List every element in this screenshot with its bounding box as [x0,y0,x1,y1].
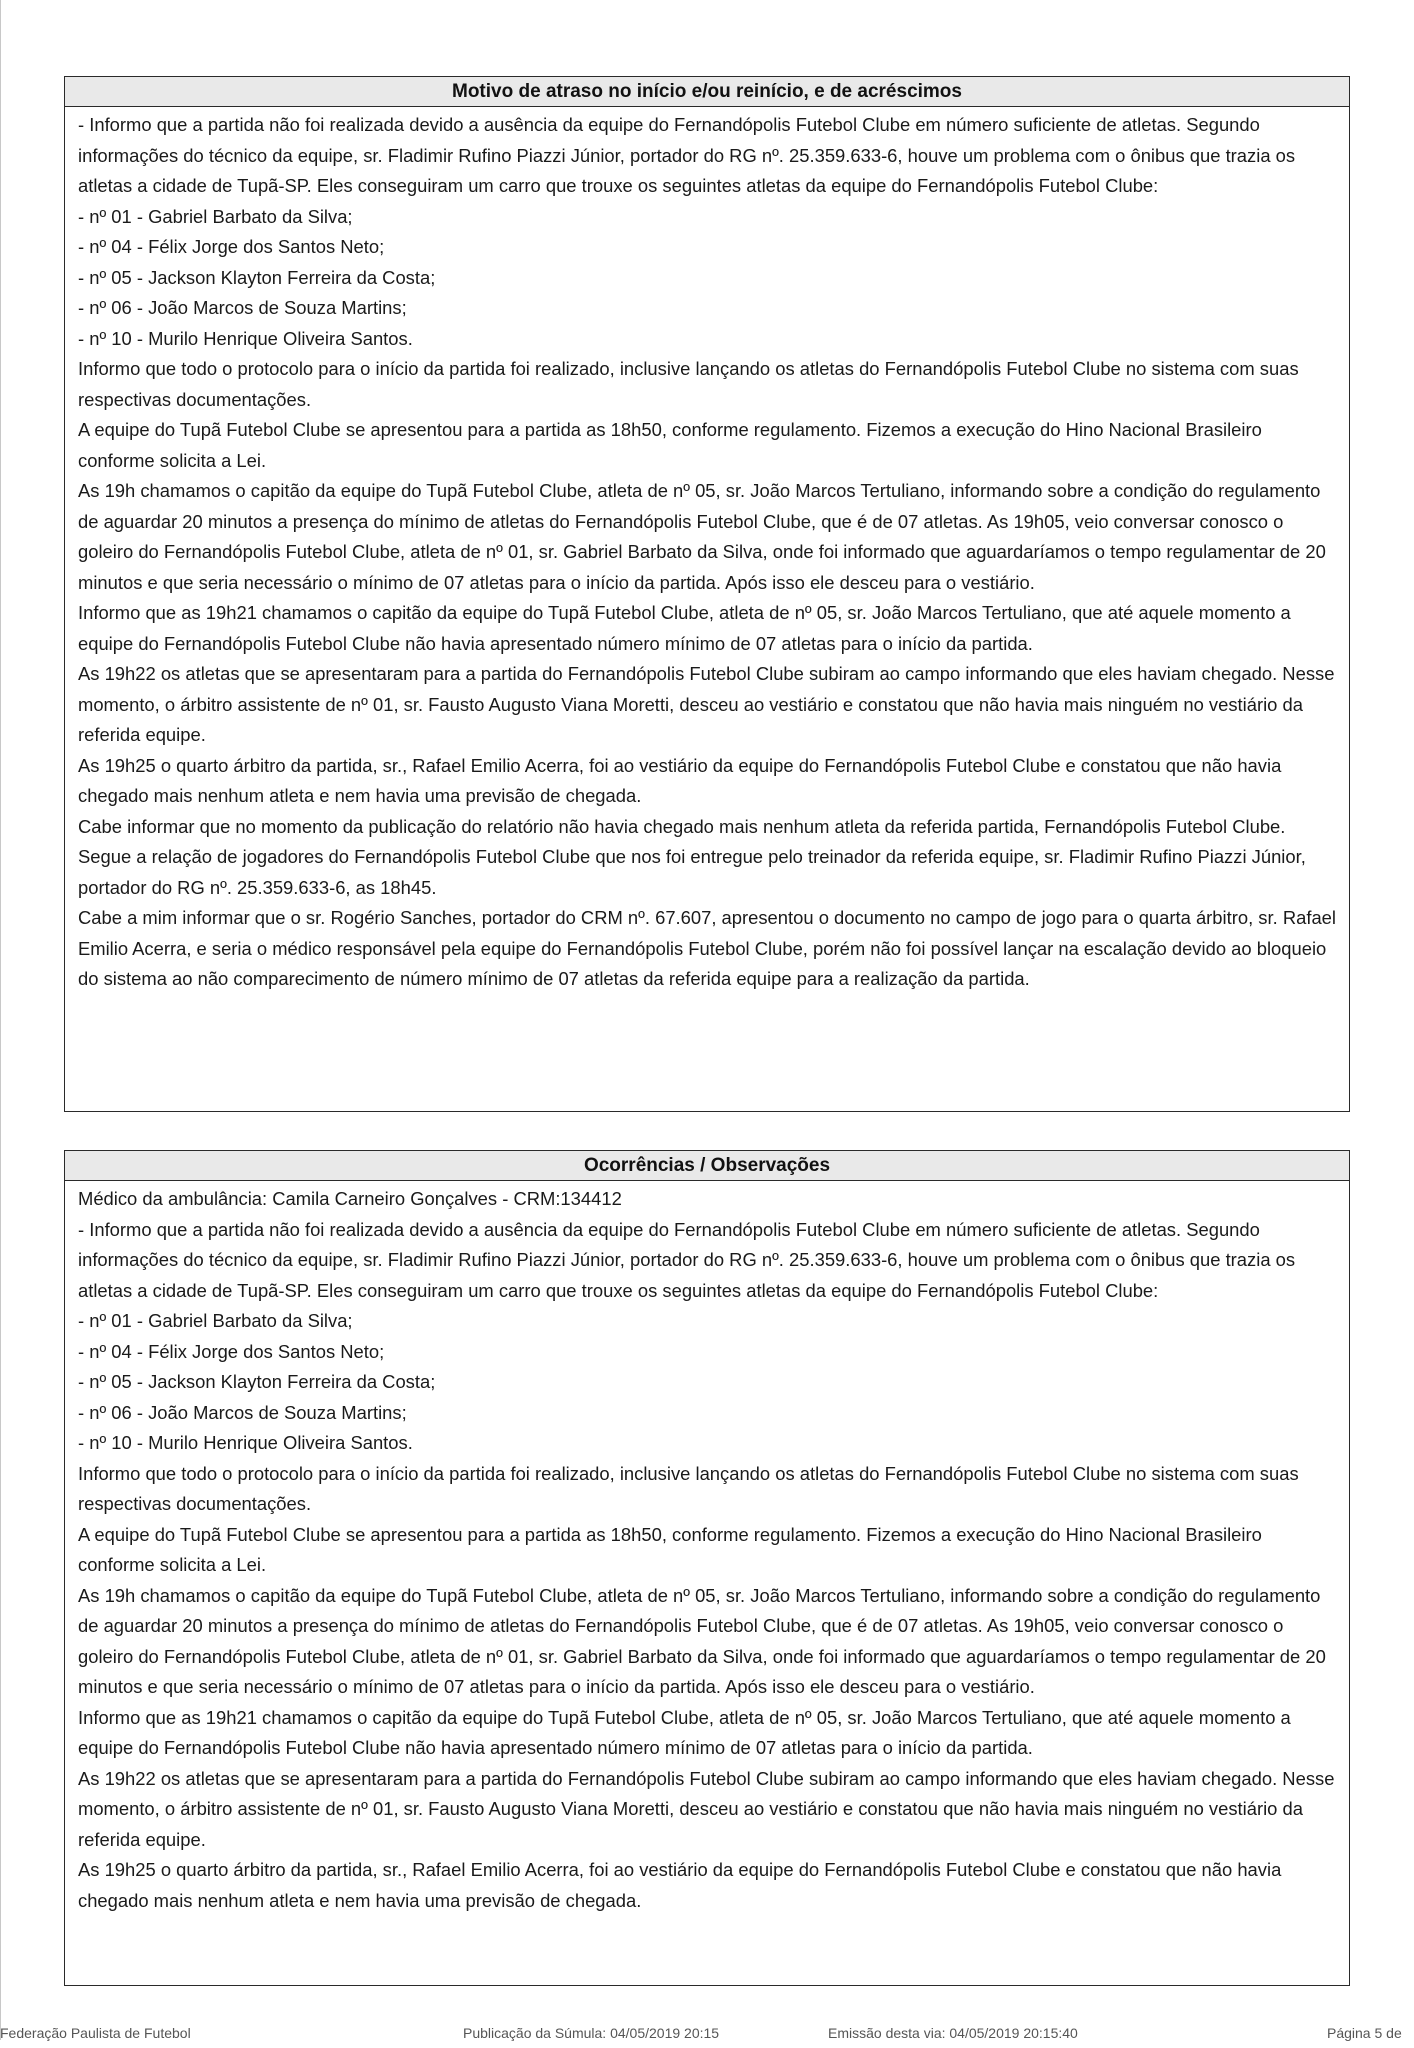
paragraph: Informo que todo o protocolo para o início da partida foi realizado, inclusive lançando os atletas do Fernandópolis Futebol Clube no sistema com suas respectivas documentações. [78,358,1299,410]
player-list-item: - nº 06 - João Marcos de Souza Martins; [78,1401,407,1423]
paragraph: - Informo que a partida não foi realizada devido a ausência da equipe do Fernandópolis Futebol Clube em número suficiente de atletas. Segundo informações do técnico da equipe, sr. Fladimir Rufino Piazzi Júnior, portador do RG nº. 25.359.633-6, houve um problema com o ônibus que trazia os atletas a cidade de Tupã-SP. Eles conseguiram um carro que trouxe os seguintes atletas da equipe do Fernandópolis Futebol Clube: [78,114,1296,196]
paragraph: Informo que as 19h21 chamamos o capitão da equipe do Tupã Futebol Clube, atleta de nº 05, sr. João Marcos Tertuliano, que até aquele momento a equipe do Fernandópolis Futebol Clube não havia apresentado número mínimo de 07 atletas para o início da partida. [78,602,1291,654]
paragraph: A equipe do Tupã Futebol Clube se apresentou para a partida as 18h50, conforme regulamento. Fizemos a execução do Hino Nacional Brasileiro conforme solicita a Lei. [78,419,1262,471]
paragraph: As 19h25 o quarto árbitro da partida, sr., Rafael Emilio Acerra, foi ao vestiário da equipe do Fernandópolis Futebol Clube e constatou que não havia chegado mais nenhum atleta e nem havia uma previsão de chegada. [78,1859,1282,1911]
player-list-item: - nº 05 - Jackson Klayton Ferreira da Costa; [78,266,436,288]
player-list-item: - nº 10 - Murilo Henrique Oliveira Santos. [78,1432,413,1453]
paragraph: Informo que todo o protocolo para o início da partida foi realizado, inclusive lançando os atletas do Fernandópolis Futebol Clube no sistema com suas respectivas documentações. [78,1462,1299,1514]
footer-emission-date: Emissão desta via: 04/05/2019 20:15:40 [828,2025,1078,2041]
section-body [65,107,1349,995]
footer-publication-date: Publicação da Súmula: 04/05/2019 20:15 [463,2025,720,2041]
paragraph: - Informo que a partida não foi realizada devido a ausência da equipe do Fernandópolis Futebol Clube em número suficiente de atletas. Segundo informações do técnico da equipe, sr. Fladimir Rufino Piazzi Júnior, portador do RG nº. 25.359.633-6, houve um problema com o ônibus que trazia os atletas a cidade de Tupã-SP. Eles conseguiram um carro que trouxe os seguintes atletas da equipe do Fernandópolis Futebol Clube: [78,1218,1296,1301]
paragraph: Cabe a mim informar que o sr. Rogério Sanches, portador do CRM nº. 67.607, apresentou o documento no campo de jogo para o quarta árbitro, sr. Rafael Emilio Acerra, e seria o médico responsável pela equipe do Fernandópolis Futebol Clube, porém não foi possível lançar na escalação devido ao bloqueio do sistema ao não comparecimento de número mínimo de 07 atletas da referida equipe para a realização da partida. [78,907,1336,989]
ambulance-doctor-line: Médico da ambulância: Camila Carneiro Gonçalves - CRM:134412 [78,1188,622,1209]
player-list-item: - nº 04 - Félix Jorge dos Santos Neto; [78,236,385,257]
paragraph: As 19h22 os atletas que se apresentaram para a partida do Fernandópolis Futebol Clube subiram ao campo informando que eles haviam chegado. Nesse momento, o árbitro assistente de nº 01, sr. Fausto Augusto Viana Moretti, desceu ao vestiário e constatou que não havia mais ninguém no vestiário da referida equipe. [78,663,1335,745]
paragraph: As 19h22 os atletas que se apresentaram para a partida do Fernandópolis Futebol Clube subiram ao campo informando que eles haviam chegado. Nesse momento, o árbitro assistente de nº 01, sr. Fausto Augusto Viana Moretti, desceu ao vestiário e constatou que não havia mais ninguém no vestiário da referida equipe. [78,1767,1335,1850]
player-list-item: - nº 06 - João Marcos de Souza Martins; [78,297,407,318]
footer-page-number: Página 5 de [1327,2025,1402,2041]
paragraph: Cabe informar que no momento da publicação do relatório não havia chegado mais nenhum atleta da referida partida, Fernandópolis Futebol Clube. [78,815,1286,837]
section-header: Ocorrências / Observações [65,1151,1349,1181]
player-list-item: - nº 01 - Gabriel Barbato da Silva; [78,205,353,227]
player-list-item: - nº 01 - Gabriel Barbato da Silva; [78,1310,353,1331]
paragraph: As 19h25 o quarto árbitro da partida, sr., Rafael Emilio Acerra, foi ao vestiário da equipe do Fernandópolis Futebol Clube e constatou que não havia chegado mais nenhum atleta e nem havia uma previsão de chegada. [78,754,1282,806]
player-list-item: - nº 05 - Jackson Klayton Ferreira da Costa; [78,1371,436,1392]
paragraph: Segue a relação de jogadores do Fernandópolis Futebol Clube que nos foi entregue pelo treinador da referida equipe, sr. Fladimir Rufino Piazzi Júnior, portador do RG nº. 25.359.633-6, as 18h45. [78,846,1306,898]
section-header: Motivo de atraso no início e/ou reinício, e de acréscimos [65,77,1349,107]
delay-reason-section [64,76,1350,1112]
paragraph: Informo que as 19h21 chamamos o capitão da equipe do Tupã Futebol Clube, atleta de nº 05, sr. João Marcos Tertuliano, que até aquele momento a equipe do Fernandópolis Futebol Clube não havia apresentado número mínimo de 07 atletas para o início da partida. [78,1706,1291,1758]
player-list-item: - nº 10 - Murilo Henrique Oliveira Santos. [78,327,413,349]
player-list-item: - nº 04 - Félix Jorge dos Santos Neto; [78,1340,385,1362]
page-footer [0,2018,1414,2048]
footer-organization: Federação Paulista de Futebol [0,2025,191,2041]
paragraph: A equipe do Tupã Futebol Clube se apresentou para a partida as 18h50, conforme regulamento. Fizemos a execução do Hino Nacional Brasileiro conforme solicita a Lei. [78,1523,1262,1575]
paragraph: As 19h chamamos o capitão da equipe do Tupã Futebol Clube, atleta de nº 05, sr. João Marcos Tertuliano, informando sobre a condição do regulamento de aguardar 20 minutos a presença do mínimo de atletas do Fernandópolis Futebol Clube, que é de 07 atletas. As 19h05, veio conversar conosco o goleiro do Fernandópolis Futebol Clube, atleta de nº 01, sr. Gabriel Barbato da Silva, onde foi informado que aguardaríamos o tempo regulamentar de 20 minutos e que seria necessário o mínimo de 07 atletas para o início da partida. Após isso ele desceu para o vestiário. [78,480,1326,593]
section-body [65,1181,1349,1916]
paragraph: As 19h chamamos o capitão da equipe do Tupã Futebol Clube, atleta de nº 05, sr. João Marcos Tertuliano, informando sobre a condição do regulamento de aguardar 20 minutos a presença do mínimo de atletas do Fernandópolis Futebol Clube, que é de 07 atletas. As 19h05, veio conversar conosco o goleiro do Fernandópolis Futebol Clube, atleta de nº 01, sr. Gabriel Barbato da Silva, onde foi informado que aguardaríamos o tempo regulamentar de 20 minutos e que seria necessário o mínimo de 07 atletas para o início da partida. Após isso ele desceu para o vestiário. [78,1584,1326,1697]
occurrences-section [64,1150,1350,1986]
